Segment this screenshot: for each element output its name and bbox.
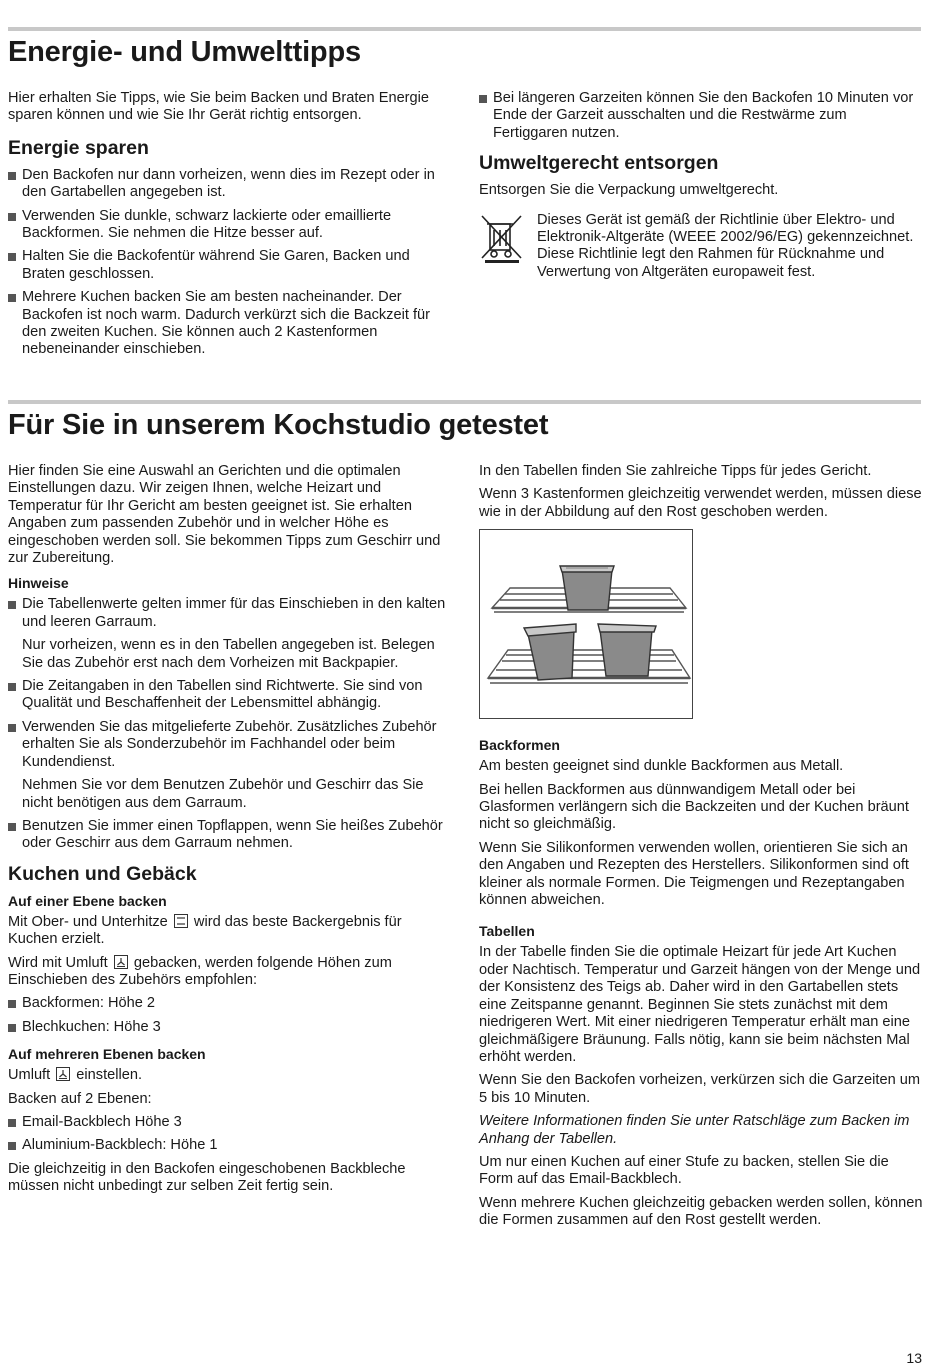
bullet-square-icon [8, 1142, 16, 1150]
hinweise-list [8, 596, 453, 852]
convection-fan-icon [56, 1067, 70, 1081]
backformen-paragraph-1: Am besten geeignet sind dunkle Backformen aus Metall. [479, 758, 844, 775]
list-item: Verwenden Sie das mitgelieferte Zubehör. Zusätzliches Zubehör erhalten Sie als Sonderzubehör im Fachhandel oder beim Kundendienst. Nehmen Sie vor dem Benutzen Zubehör und Geschirr das Sie nicht benötigen aus dem Garraum. [8, 719, 453, 812]
energie-left-column [8, 90, 453, 365]
bullet-square-icon [8, 601, 16, 609]
backformen-paragraph-3: Wenn Sie Silikonformen verwenden wollen, orientieren Sie sich an den Angaben und Rezepten des Herstellers. Silikonformen sind oft kleiner als normale Formen. Die Teigmengen und Rezeptangaben können abweichen. [479, 839, 909, 909]
kastenformen-paragraph: Wenn 3 Kastenformen gleichzeitig verwendet werden, müssen diese wie in der Abbildung auf den Rost geschoben werden. [479, 486, 922, 520]
bullet-square-icon [8, 213, 16, 221]
backformen-heading: Backformen [479, 737, 560, 754]
ebene-heading: Auf einer Ebene backen [8, 892, 167, 909]
kochstudio-left-column [8, 463, 453, 1202]
ebene-paragraph-2: Wird mit Umluft gebacken, werden folgende Höhen zum Einschieben des Zubehörs empfohlen: [8, 954, 392, 988]
bullet-square-icon [8, 724, 16, 732]
bullet-square-icon [8, 683, 16, 691]
section-title-kochstudio: Für Sie in unserem Kochstudio getestet [8, 409, 549, 441]
mehrere-paragraph-2: Backen auf 2 Ebenen: [8, 1090, 152, 1107]
mehrere-heading: Auf mehreren Ebenen backen [8, 1046, 206, 1063]
list-item: Email-Backblech Höhe 3 [8, 1114, 453, 1131]
tabellen-paragraph-3: Weitere Informationen finden Sie unter Ratschläge zum Backen im Anhang der Tabellen. [479, 1113, 910, 1147]
list-item: Blechkuchen: Höhe 3 [8, 1019, 453, 1036]
tabellen-paragraph-5: Wenn mehrere Kuchen gleichzeitig gebacken werden sollen, können die Formen zusammen auf den Rost gestellt werden. [479, 1194, 923, 1229]
tipps-paragraph: In den Tabellen finden Sie zahlreiche Tipps für jedes Gericht. [479, 463, 872, 479]
energie-intro: Hier erhalten Sie Tipps, wie Sie beim Backen und Braten Energie sparen können und wie Sie Ihr Gerät richtig entsorgen. [8, 90, 430, 124]
list-item: Mehrere Kuchen backen Sie am besten nacheinander. Der Backofen ist noch warm. Dadurch verkürzt sich die Backzeit für den zweiten Kuchen. Sie können auch 2 Kastenformen nebeneinander einschieben. [8, 289, 453, 359]
backformen-paragraph-2: Bei hellen Backformen aus dünnwandigem Metall oder bei Glasformen verlängern sich die Backzeiten und der Kuchen bräunt nicht so gleichmäßig. [479, 781, 909, 833]
mehrere-paragraph-3: Die gleichzeitig in den Backofen eingeschobenen Backbleche müssen nicht unbedingt zur selben Zeit fertig sein. [8, 1160, 406, 1195]
section-rule-top [8, 27, 921, 31]
top-bottom-heat-icon [174, 914, 188, 928]
kastenformen-illustration [479, 529, 693, 719]
list-item: Die Zeitangaben in den Tabellen sind Richtwerte. Sie sind von Qualität und Beschaffenheit der Lebensmittel abhängig. [8, 678, 453, 713]
kochstudio-right-column [479, 463, 924, 1236]
crossed-out-wheelie-bin-icon [479, 212, 525, 264]
section-title-energie: Energie- und Umwelttipps [8, 36, 361, 68]
hinweise-heading: Hinweise [8, 575, 69, 592]
bullet-square-icon [8, 1024, 16, 1032]
weee-text: Dieses Gerät ist gemäß der Richtlinie über Elektro- und Elektronik-Altgeräte (WEEE 2002/96/EG) gekennzeichnet. Diese Richtlinie legt den Rahmen für Rücknahme und Verwertung von Altgeräten europaweit fest. [537, 211, 914, 280]
list-item: Die Tabellenwerte gelten immer für das Einschieben in den kalten und leeren Garraum. Nur vorheizen, wenn es in den Tabellen angegeben ist. Belegen Sie das Zubehör erst nach dem Vorheizen mit Backpapier. [8, 596, 453, 672]
energie-list-continued [479, 90, 924, 142]
list-item: Bei längeren Garzeiten können Sie den Backofen 10 Minuten vor Ende der Garzeit ausschalten und die Restwärme zum Fertiggaren nutzen. [479, 90, 924, 142]
ebene-list [8, 995, 453, 1036]
bullet-square-icon [8, 294, 16, 302]
bullet-square-icon [8, 1119, 16, 1127]
mehrere-list [8, 1114, 453, 1155]
tabellen-paragraph-1: In der Tabelle finden Sie die optimale Heizart für jede Art Kuchen oder Nachtisch. Temperatur und Garzeit hängen von der Menge und der Konsistenz des Teigs ab. Daher wird in den Gartabellen stets eine Zeitspanne genannt. Beginnen Sie stets zunächst mit dem niedrigeren Wert. Mit einer niedrigeren Temperatur erhält man eine gleichmäßigere Bräunung. Falls nötig, kann sie beim nächsten Mal erhöht werden. [479, 944, 921, 1065]
list-item: Aluminium-Backblech: Höhe 1 [8, 1137, 453, 1154]
weee-block [479, 212, 924, 282]
bullet-square-icon [8, 172, 16, 180]
section-rule-middle [8, 400, 921, 404]
energie-list [8, 167, 453, 359]
bullet-square-icon [8, 823, 16, 831]
tabellen-heading: Tabellen [479, 923, 535, 940]
list-item: Verwenden Sie dunkle, schwarz lackierte oder emaillierte Backformen. Sie nehmen die Hitze besser auf. [8, 208, 453, 243]
energie-sparen-heading: Energie sparen [8, 136, 149, 159]
list-item: Backformen: Höhe 2 [8, 995, 453, 1012]
bullet-square-icon [479, 95, 487, 103]
bullet-square-icon [8, 253, 16, 261]
bullet-square-icon [8, 1000, 16, 1008]
list-item: Halten Sie die Backofentür während Sie Garen, Backen und Braten geschlossen. [8, 248, 453, 283]
ebene-paragraph-1: Mit Ober- und Unterhitze wird das beste Backergebnis für Kuchen erzielt. [8, 913, 402, 948]
umwelt-heading: Umweltgerecht entsorgen [479, 152, 719, 175]
umwelt-text: Entsorgen Sie die Verpackung umweltgerecht. [479, 182, 779, 199]
mehrere-paragraph-1: Umluft einstellen. [8, 1067, 143, 1084]
tabellen-paragraph-2: Wenn Sie den Backofen vorheizen, verkürzen sich die Garzeiten um 5 bis 10 Minuten. [479, 1072, 921, 1106]
list-item: Benutzen Sie immer einen Topflappen, wenn Sie heißes Zubehör oder Geschirr aus dem Garraum nehmen. [8, 818, 453, 853]
tabellen-paragraph-4: Um nur einen Kuchen auf einer Stufe zu backen, stellen Sie die Form auf das Email-Backblech. [479, 1153, 889, 1188]
energie-right-column [479, 90, 924, 281]
convection-fan-icon [114, 955, 128, 969]
list-item: Den Backofen nur dann vorheizen, wenn dies im Rezept oder in den Gartabellen angegeben ist. [8, 167, 453, 202]
kuchen-heading: Kuchen und Gebäck [8, 862, 197, 885]
kochstudio-intro: Hier finden Sie eine Auswahl an Gerichten und die optimalen Einstellungen dazu. Wir zeigen Ihnen, welche Heizart und Temperatur für Ihr Gericht am besten geeignet ist. Sie erhalten Angaben zum passenden Zubehör und in welcher Höhe es eingeschoben werden soll. Sie bekommen Tipps zum Geschirr und zur Zubereitung. [8, 463, 441, 567]
page-number: 13 [906, 1350, 922, 1366]
